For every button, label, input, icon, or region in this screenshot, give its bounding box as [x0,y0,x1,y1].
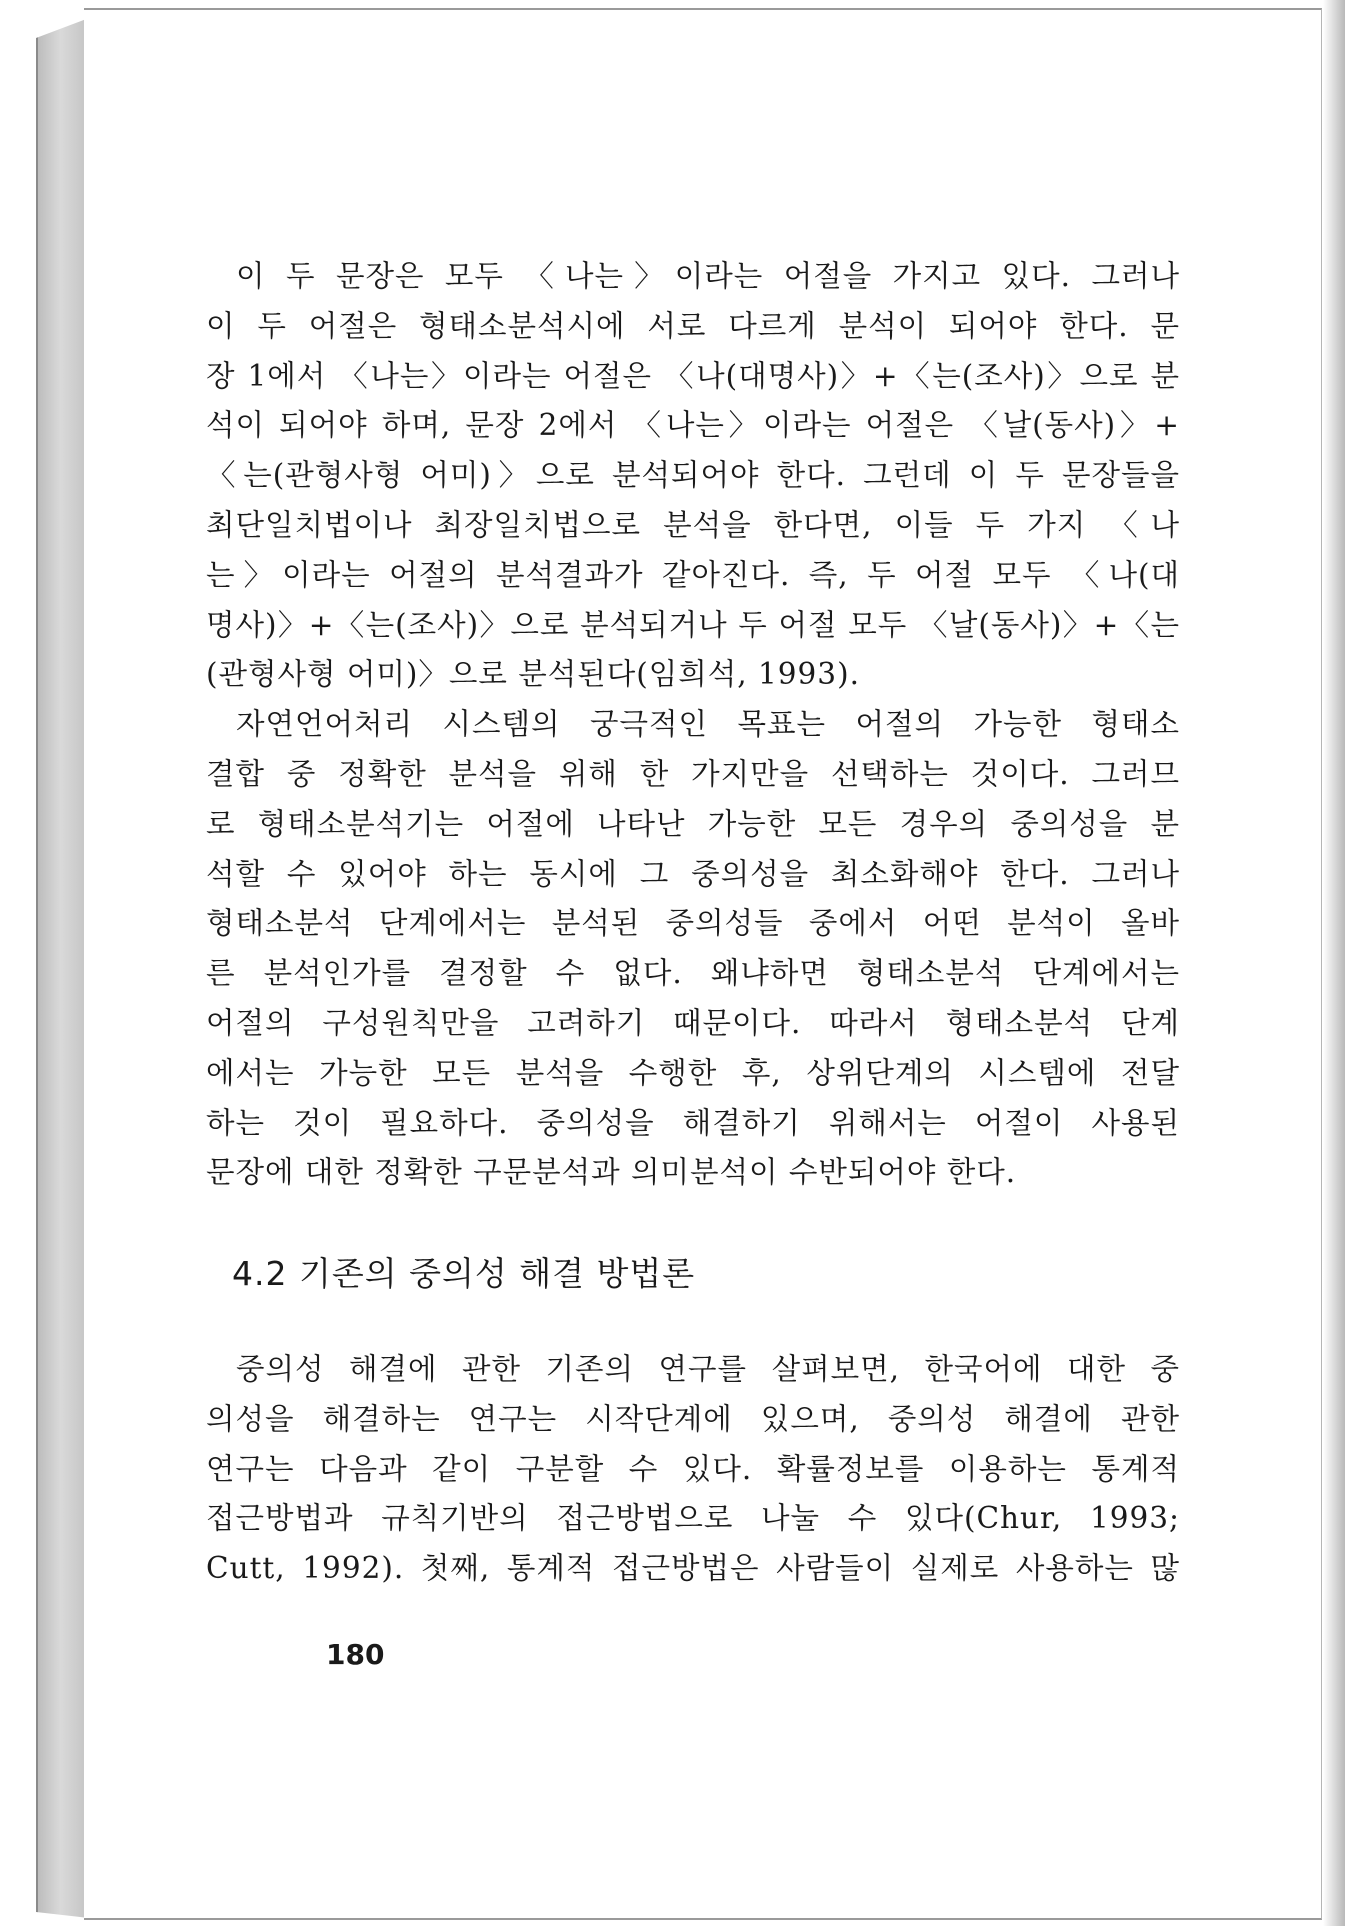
paragraph-1 [206,252,1180,700]
text-line: 최단일치법이나 최장일치법으로 분석을 한다면, 이들 두 가지 〈나 [206,507,1180,542]
page-number: 180 [326,1638,385,1671]
text-line: 형태소분석 단계에서는 분석된 중의성들 중에서 어떤 분석이 올바 [206,906,1180,941]
section-heading: 4.2 기존의 중의성 해결 방법론 [232,1254,696,1293]
text-line: 자연언어처리 시스템의 궁극적인 목표는 어절의 가능한 형태소 [236,707,1180,742]
text-line: 에서는 가능한 모든 분석을 수행한 후, 상위단계의 시스템에 전달 [206,1055,1180,1090]
text-line: 결합 중 정확한 분석을 위해 한 가지만을 선택하는 것이다. 그러므 [206,756,1180,791]
text-line: 이 두 문장은 모두 〈나는〉이라는 어절을 가지고 있다. 그러나 [236,259,1180,293]
text-line: 어절의 구성원칙만을 고려하기 때문이다. 따라서 형태소분석 단계 [206,1005,1180,1040]
text-line: 이 두 어절은 형태소분석시에 서로 다르게 분석이 되어야 한다. 문 [206,308,1180,343]
text-line: 의성을 해결하는 연구는 시작단계에 있으며, 중의성 해결에 관한 [206,1401,1180,1436]
text-line: (관형사형 어미)〉으로 분석된다(임희석, 1993). [206,657,860,692]
text-line: 〈는(관형사형 어미)〉으로 분석되어야 한다. 그런데 이 두 문장들을 [206,458,1180,493]
text-line: 석이 되어야 하며, 문장 2에서 〈나는〉이라는 어절은 〈날(동사)〉+ [206,408,1180,443]
text-line: 하는 것이 필요하다. 중의성을 해결하기 위해서는 어절이 사용된 [206,1105,1180,1140]
text-line: 는〉이라는 어절의 분석결과가 같아진다. 즉, 두 어절 모두 〈나(대 [206,557,1180,592]
text-line: 연구는 다음과 같이 구분할 수 있다. 확률정보를 이용하는 통계적 [206,1451,1180,1486]
text-line: 른 분석인가를 결정할 수 없다. 왜냐하면 형태소분석 단계에서는 [206,956,1180,991]
text-line: 장 1에서 〈나는〉이라는 어절은 〈나(대명사)〉+〈는(조사)〉으로 분 [206,358,1180,393]
page-right-edge [1323,0,1345,1926]
paragraph-3 [206,1345,1180,1594]
body-text-upper [206,252,1180,1198]
body-text-lower [206,1345,1180,1594]
text-line: 접근방법과 규칙기반의 접근방법으로 나눌 수 있다(Chur, 1993; [206,1501,1180,1536]
text-line: 명사)〉+〈는(조사)〉으로 분석되거나 두 어절 모두 〈날(동사)〉+〈는 [206,607,1180,642]
text-line: 로 형태소분석기는 어절에 나타난 가능한 모든 경우의 중의성을 분 [206,806,1180,841]
text-line: 중의성 해결에 관한 기존의 연구를 살펴보면, 한국어에 대한 중 [236,1352,1180,1386]
text-line: 석할 수 있어야 하는 동시에 그 중의성을 최소화해야 한다. 그러나 [206,856,1180,891]
text-line: 문장에 대한 정확한 구문분석과 의미분석이 수반되어야 한다. [206,1155,1017,1190]
text-line: Cutt, 1992). 첫째, 통계적 접근방법은 사람들이 실제로 사용하는 많 [206,1551,1180,1586]
paragraph-2 [206,700,1180,1198]
book-spine-edge [36,18,89,1918]
